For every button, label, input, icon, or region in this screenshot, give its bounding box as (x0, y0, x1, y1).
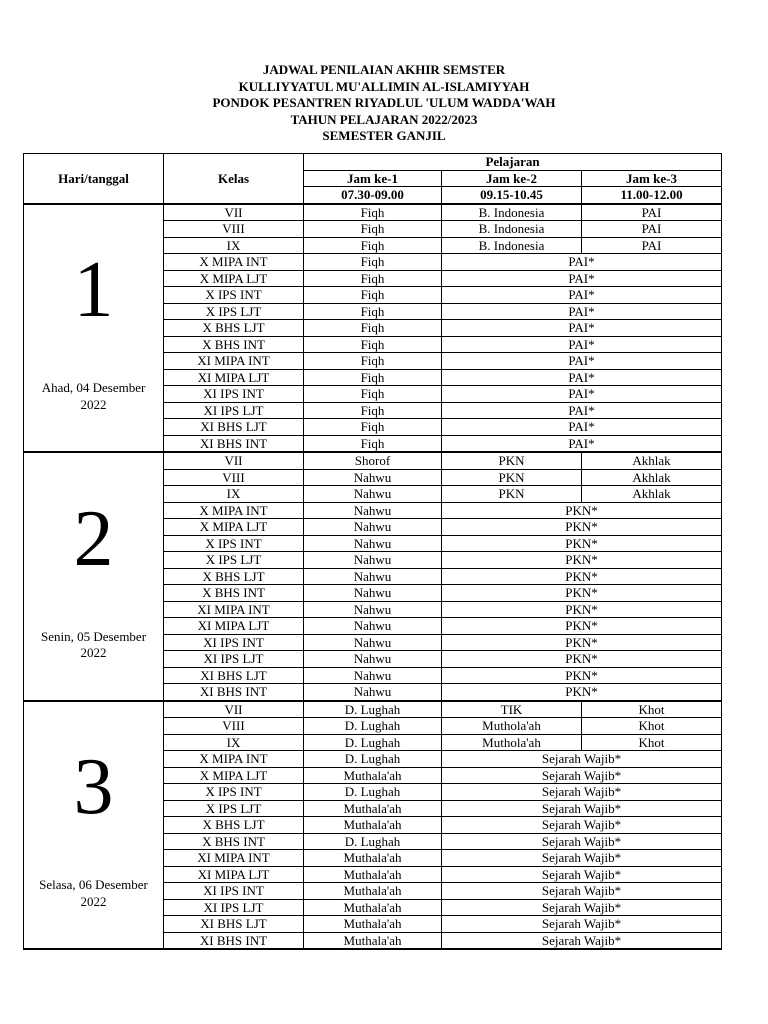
merged-subject-cell: PKN* (442, 684, 722, 701)
jam2-cell: Muthola'ah (442, 718, 582, 735)
day-cell (24, 452, 164, 701)
jam2-cell: Muthola'ah (442, 734, 582, 751)
header-waktu-1: 07.30-09.00 (304, 187, 442, 204)
jam3-cell: Khot (582, 701, 722, 718)
day-number: 1 (73, 246, 114, 335)
jam1-cell: D. Lughah (304, 734, 442, 751)
kelas-cell: X MIPA LJT (164, 519, 304, 536)
kelas-cell: IX (164, 237, 304, 254)
kelas-cell: XI IPS INT (164, 634, 304, 651)
jam1-cell: Fiqh (304, 287, 442, 304)
merged-subject-cell: Sejarah Wajib* (442, 751, 722, 768)
header-jam-1: Jam ke-1 (304, 170, 442, 187)
header-hari: Hari/tanggal (24, 154, 164, 204)
jam1-cell: D. Lughah (304, 718, 442, 735)
day-number: 3 (73, 743, 114, 832)
day-date: Senin, 05 Desember (40, 628, 147, 644)
table-row (24, 701, 722, 718)
jam1-cell: D. Lughah (304, 701, 442, 718)
kelas-cell: X BHS LJT (164, 320, 304, 337)
kelas-cell: VII (164, 204, 304, 221)
kelas-cell: XI BHS LJT (164, 916, 304, 933)
kelas-cell: X IPS LJT (164, 800, 304, 817)
jam2-cell: B. Indonesia (442, 237, 582, 254)
merged-subject-cell: PAI* (442, 353, 722, 370)
jam1-cell: Fiqh (304, 435, 442, 452)
jam1-cell: Nahwu (304, 634, 442, 651)
jam1-cell: Muthala'ah (304, 899, 442, 916)
jam2-cell: B. Indonesia (442, 221, 582, 238)
schedule-table (23, 153, 722, 950)
merged-subject-cell: PAI* (442, 435, 722, 452)
jam2-cell: PKN (442, 452, 582, 469)
jam3-cell: PAI (582, 221, 722, 238)
jam1-cell: Muthala'ah (304, 850, 442, 867)
day-date: Ahad, 04 Desember (41, 380, 146, 396)
jam1-cell: Fiqh (304, 270, 442, 287)
kelas-cell: XI IPS LJT (164, 651, 304, 668)
kelas-cell: VII (164, 452, 304, 469)
merged-subject-cell: PAI* (442, 402, 722, 419)
header-jam-2: Jam ke-2 (442, 170, 582, 187)
jam1-cell: Fiqh (304, 386, 442, 403)
jam1-cell: Nahwu (304, 618, 442, 635)
day-date: Selasa, 06 Desember (39, 877, 148, 893)
merged-subject-cell: PAI* (442, 320, 722, 337)
kelas-cell: XI MIPA INT (164, 601, 304, 618)
merged-subject-cell: PAI* (442, 419, 722, 436)
title-line: SEMESTER GANJIL (322, 128, 446, 143)
kelas-cell: X BHS INT (164, 585, 304, 602)
header-kelas: Kelas (164, 154, 304, 204)
document-title-block (0, 62, 768, 145)
jam1-cell: Nahwu (304, 552, 442, 569)
kelas-cell: XI IPS LJT (164, 899, 304, 916)
kelas-cell: X MIPA INT (164, 254, 304, 271)
merged-subject-cell: Sejarah Wajib* (442, 899, 722, 916)
merged-subject-cell: PAI* (442, 303, 722, 320)
jam1-cell: Shorof (304, 452, 442, 469)
merged-subject-cell: Sejarah Wajib* (442, 916, 722, 933)
merged-subject-cell: PKN* (442, 667, 722, 684)
kelas-cell: X MIPA LJT (164, 270, 304, 287)
kelas-cell: XI BHS INT (164, 435, 304, 452)
jam1-cell: Nahwu (304, 601, 442, 618)
merged-subject-cell: PKN* (442, 502, 722, 519)
day-year: 2022 (80, 396, 107, 412)
kelas-cell: XI BHS LJT (164, 419, 304, 436)
kelas-cell: X MIPA INT (164, 502, 304, 519)
jam1-cell: Muthala'ah (304, 932, 442, 949)
title-line: JADWAL PENILAIAN AKHIR SEMSTER (262, 62, 506, 77)
kelas-cell: XI MIPA LJT (164, 618, 304, 635)
merged-subject-cell: PAI* (442, 270, 722, 287)
kelas-cell: VII (164, 701, 304, 718)
kelas-cell: XI MIPA INT (164, 850, 304, 867)
kelas-cell: XI MIPA LJT (164, 369, 304, 386)
kelas-cell: XI IPS LJT (164, 402, 304, 419)
merged-subject-cell: PKN* (442, 568, 722, 585)
jam1-cell: Fiqh (304, 254, 442, 271)
merged-subject-cell: PAI* (442, 254, 722, 271)
jam1-cell: Fiqh (304, 336, 442, 353)
kelas-cell: X BHS LJT (164, 817, 304, 834)
merged-subject-cell: PAI* (442, 287, 722, 304)
merged-subject-cell: Sejarah Wajib* (442, 833, 722, 850)
jam1-cell: Muthala'ah (304, 800, 442, 817)
kelas-cell: VIII (164, 469, 304, 486)
jam1-cell: Fiqh (304, 204, 442, 221)
day-cell (24, 204, 164, 453)
jam1-cell: Fiqh (304, 402, 442, 419)
kelas-cell: IX (164, 734, 304, 751)
merged-subject-cell: Sejarah Wajib* (442, 784, 722, 801)
header-pelajaran: Pelajaran (304, 154, 722, 171)
merged-subject-cell: Sejarah Wajib* (442, 883, 722, 900)
kelas-cell: XI IPS INT (164, 883, 304, 900)
jam3-cell: Khot (582, 718, 722, 735)
jam1-cell: Nahwu (304, 568, 442, 585)
table-row (24, 452, 722, 469)
title-line: PONDOK PESANTREN RIYADLUL 'ULUM WADDA'WAH (212, 95, 556, 110)
jam1-cell: Nahwu (304, 502, 442, 519)
merged-subject-cell: Sejarah Wajib* (442, 767, 722, 784)
title-line: KULLIYYATUL MU'ALLIMIN AL-ISLAMIYYAH (238, 78, 530, 94)
kelas-cell: X IPS INT (164, 535, 304, 552)
merged-subject-cell: PKN* (442, 552, 722, 569)
jam3-cell: PAI (582, 237, 722, 254)
day-cell (24, 701, 164, 950)
table-row (24, 204, 722, 221)
schedule-body (24, 204, 722, 950)
jam1-cell: D. Lughah (304, 833, 442, 850)
jam2-cell: PKN (442, 469, 582, 486)
kelas-cell: X IPS INT (164, 287, 304, 304)
jam1-cell: Muthala'ah (304, 866, 442, 883)
jam1-cell: Nahwu (304, 535, 442, 552)
header-jam-3: Jam ke-3 (582, 170, 722, 187)
kelas-cell: X IPS LJT (164, 552, 304, 569)
merged-subject-cell: PKN* (442, 601, 722, 618)
kelas-cell: X MIPA INT (164, 751, 304, 768)
header-waktu-2: 09.15-10.45 (442, 187, 582, 204)
kelas-cell: X BHS INT (164, 833, 304, 850)
jam2-cell: PKN (442, 486, 582, 503)
jam1-cell: Nahwu (304, 469, 442, 486)
jam1-cell: Fiqh (304, 237, 442, 254)
day-year: 2022 (80, 645, 107, 661)
kelas-cell: X BHS INT (164, 336, 304, 353)
jam1-cell: Nahwu (304, 651, 442, 668)
jam1-cell: Muthala'ah (304, 817, 442, 834)
merged-subject-cell: PKN* (442, 585, 722, 602)
kelas-cell: X BHS LJT (164, 568, 304, 585)
merged-subject-cell: PKN* (442, 535, 722, 552)
merged-subject-cell: PAI* (442, 386, 722, 403)
jam1-cell: Nahwu (304, 684, 442, 701)
jam1-cell: Fiqh (304, 303, 442, 320)
jam1-cell: Fiqh (304, 320, 442, 337)
merged-subject-cell: PKN* (442, 651, 722, 668)
jam1-cell: Fiqh (304, 369, 442, 386)
kelas-cell: VIII (164, 221, 304, 238)
merged-subject-cell: PKN* (442, 519, 722, 536)
day-year: 2022 (80, 893, 107, 909)
jam1-cell: Fiqh (304, 221, 442, 238)
jam3-cell: Akhlak (582, 452, 722, 469)
merged-subject-cell: Sejarah Wajib* (442, 866, 722, 883)
jam1-cell: Muthala'ah (304, 883, 442, 900)
jam1-cell: Nahwu (304, 486, 442, 503)
merged-subject-cell: PKN* (442, 634, 722, 651)
kelas-cell: XI MIPA INT (164, 353, 304, 370)
merged-subject-cell: Sejarah Wajib* (442, 800, 722, 817)
merged-subject-cell: Sejarah Wajib* (442, 850, 722, 867)
kelas-cell: XI MIPA LJT (164, 866, 304, 883)
merged-subject-cell: PAI* (442, 336, 722, 353)
kelas-cell: X IPS LJT (164, 303, 304, 320)
day-number: 2 (73, 494, 114, 583)
kelas-cell: XI BHS INT (164, 932, 304, 949)
jam1-cell: Fiqh (304, 353, 442, 370)
merged-subject-cell: PAI* (442, 369, 722, 386)
jam2-cell: TIK (442, 701, 582, 718)
kelas-cell: X IPS INT (164, 784, 304, 801)
kelas-cell: IX (164, 486, 304, 503)
jam1-cell: Muthala'ah (304, 916, 442, 933)
header-waktu-3: 11.00-12.00 (582, 187, 722, 204)
title-line: TAHUN PELAJARAN 2022/2023 (290, 111, 478, 127)
jam1-cell: Nahwu (304, 519, 442, 536)
jam1-cell: Muthala'ah (304, 767, 442, 784)
kelas-cell: XI BHS LJT (164, 667, 304, 684)
jam1-cell: D. Lughah (304, 784, 442, 801)
kelas-cell: VIII (164, 718, 304, 735)
jam3-cell: PAI (582, 204, 722, 221)
jam3-cell: Khot (582, 734, 722, 751)
kelas-cell: X MIPA LJT (164, 767, 304, 784)
kelas-cell: XI IPS INT (164, 386, 304, 403)
jam3-cell: Akhlak (582, 469, 722, 486)
jam2-cell: B. Indonesia (442, 204, 582, 221)
merged-subject-cell: Sejarah Wajib* (442, 932, 722, 949)
jam1-cell: Fiqh (304, 419, 442, 436)
jam3-cell: Akhlak (582, 486, 722, 503)
kelas-cell: XI BHS INT (164, 684, 304, 701)
merged-subject-cell: PKN* (442, 618, 722, 635)
jam1-cell: Nahwu (304, 667, 442, 684)
merged-subject-cell: Sejarah Wajib* (442, 817, 722, 834)
jam1-cell: Nahwu (304, 585, 442, 602)
jam1-cell: D. Lughah (304, 751, 442, 768)
